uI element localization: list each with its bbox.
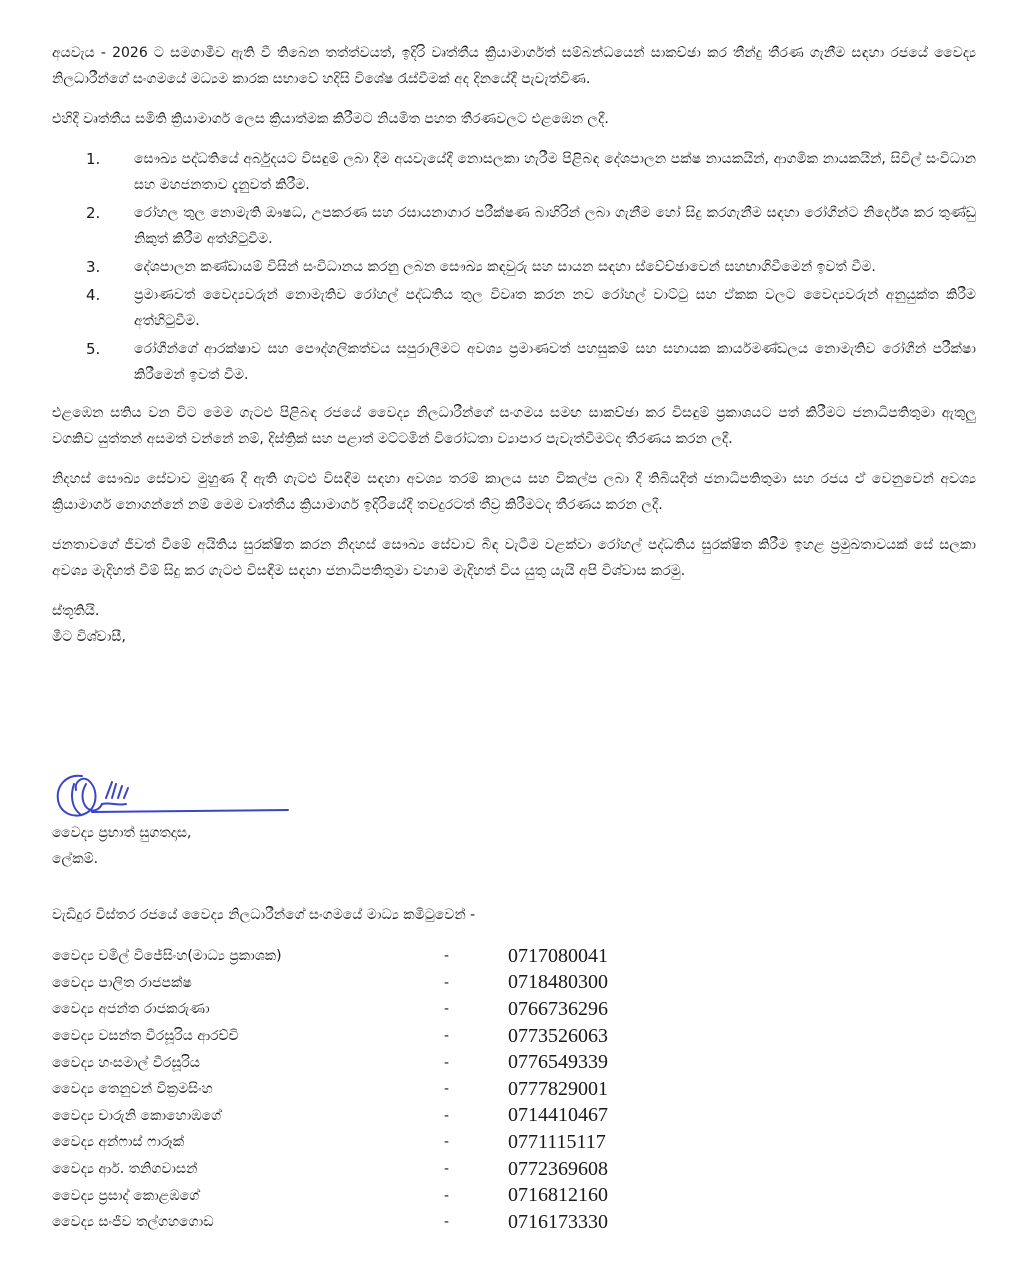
signer-block [52,820,191,872]
list-item [86,146,976,198]
list-item [86,282,976,334]
item-text: සෞඛ්‍ය පද්ධතියේ අර්බුදයට විසඳුම් ලබා දීම අයවැයේදී නොසලකා හැරීම පිළිබඳ දේශපාලන පක්ෂ නායකයින්, ආගමික නායකයින්, සිවිල් සංවිධාන සහ මහජනතාව දැනුවත් කිරීම. [134,151,976,193]
table-row [52,1209,752,1236]
contact-name: වෛද්‍ය වසන්ත වීරසූරිය ආරච්චි [52,1028,239,1045]
decisions-intro: එහිදී වෘත්තීය සමිති ක්‍රියාමාර්ග ලෙස ක්‍රියාත්මක කිරීමට නියමිත පහත තීරණවලට එළඹෙන ලදී. [52,111,609,127]
table-row [52,943,752,970]
contact-phone: 0777829001 [508,1077,608,1100]
signer-title: ලේකම්. [52,851,99,867]
contact-dash: - [444,1161,450,1178]
table-row [52,1076,752,1103]
table-row [52,1023,752,1050]
protest-paragraph: එළඹෙන සතිය වන විට මෙම ගැටළු පිළිබඳ රජයේ වෛද්‍ය නිලධාරීන්ගේ සංගමය සමඟ සාකච්ඡා කර විසඳුම් ප්‍රකාශයට පත් කිරීමට ජනාධිපතිතුමා ඇතුලු වගකිව යුත්තන් අසමත් වන්නේ නම්, දිස්ත්‍රික් සහ පළාත් මට්ටමින් විරෝධතා ව්‍යාපාර පැවැත්වීමටද තීරණය කරන ලදී. [52,405,976,447]
escalation-paragraph: නිදහස් සෞඛ්‍ය සේවාව මුහුණ දී ඇති ගැටළු විසඳීම සඳහා අවශ්‍ය තරම් කාලය සහ විකල්ප ලබා දී තිබියදීත් ජනාධිපතිතුමා සහ රජය ඒ වෙනුවෙන් අවශ්‍ය ක්‍රියාමාර්ග නොගන්නේ නම් මෙම වෘත්තීය ක්‍රියාමාර්ග ඉදිරියේදී තවදුරටත් තීව්‍ර කිරීමටද තීරණය කරන ලදී. [52,471,976,513]
contact-dash: - [444,1107,450,1124]
contacts-title: වැඩිදුර විස්තර රජයේ වෛද්‍ය නිලධාරීන්ගේ සංගමයේ මාධ්‍ය කමිටුවෙන් - [52,907,476,923]
table-row [52,1156,752,1183]
contact-name: වෛද්‍ය ප්‍රසාද් කොළඹගේ [52,1187,200,1204]
closing [52,598,976,650]
table-row [52,1049,752,1076]
thanks-line: ස්තූතියි. [52,603,100,619]
contact-phone: 0717080041 [508,944,608,967]
contact-phone: 0771115117 [508,1130,606,1153]
item-number: 2. [86,204,101,222]
item-text: රෝගීන්ගේ ආරක්ෂාව සහ පෞද්ගලිකත්වය සපුරාලීමට අවශ්‍ය ප්‍රමාණවත් පහසුකම් සහ සහායක කාර්යමණ්ඩලය නොමැතිව රෝගීන් පරීක්ෂා කිරීමෙන් ඉවත් වීම. [134,341,976,383]
contact-phone: 0714410467 [508,1104,608,1127]
contacts-list [52,943,752,1236]
contact-name: වෛද්‍ය චමිල් විජේසිංහ(මාධ්‍ය ප්‍රකාශක) [52,948,282,965]
contact-phone: 0718480300 [508,971,608,994]
intro-paragraph: අයවැය - 2026 ට සමගාමීව ඇති වී තිබෙන තත්ත්වයත්, ඉදිරි වෘත්තීය ක්‍රියාමාර්ගත් සම්බන්ධයෙන් සාකච්ඡා කර තීන්දු තීරණ ගැනීම සඳහා රජයේ වෛද්‍ය නිලධාරීන්ගේ සංගමයේ මධ්‍යම කාරක සභාවේ හදිසි විශේෂ රැස්වීමක් අද දිනයේදී පැවැත්විණ. [52,45,976,87]
item-number: 1. [86,150,101,168]
item-number: 5. [86,340,101,358]
contact-phone: 0716173330 [508,1210,608,1233]
contact-name: වෛද්‍ය ආර්. තනිගවාසන් [52,1161,198,1178]
appeal-paragraph: ජනතාවගේ ජීවත් වීමේ අයිතිය සුරක්ෂිත කරන නිදහස් සෞඛ්‍ය සේවාව බිඳ වැටීම වළක්වා රෝහල් පද්ධතිය සුරක්ෂිත කිරීම ඉහළ ප්‍රමුඛතාවයක් සේ සලකා අවශ්‍ය මැදිහත් වීම් සිදු කර ගැටළු විසඳීම සඳහා ජනාධිපතිතුමා වහාම මැදිහත් විය යුතු යැයි අපි විශ්වාස කරමු. [52,537,976,579]
contact-dash: - [444,1028,450,1045]
contact-name: වෛද්‍ය තෙනුවන් වික්‍රමසිංහ [52,1081,213,1098]
contact-name: වෛද්‍ය අන්ෆාස් ෆාරූක් [52,1134,185,1151]
contact-name: වෛද්‍ය පාලිත රාජපක්ෂ [52,974,192,991]
item-text: ප්‍රමාණවත් වෛද්‍යවරුන් නොමැතිව රෝහල් පද්ධතිය තුල විවෘත කරන නව රෝහල් වාට්ටු සහ ඒකක වලට වෛද්‍යවරුන් අනුයුක්ත කිරීම අත්හිටුවීම. [134,287,976,329]
contact-name: වෛද්‍ය හංසමාල් වීරසූරිය [52,1054,200,1071]
contact-dash: - [444,1081,450,1098]
contact-dash: - [444,948,450,965]
contact-dash: - [444,1054,450,1071]
contact-dash: - [444,974,450,991]
contact-name: වෛද්‍ය සංජීව තල්ගහගොඩ [52,1214,214,1231]
table-row [52,1182,752,1209]
contact-phone: 0716812160 [508,1184,608,1207]
list-item [86,336,976,388]
signature-image [52,768,292,826]
contact-dash: - [444,1187,450,1204]
contact-phone: 0766736296 [508,997,608,1020]
faithfully-line: මීට විශ්වාසී, [52,629,126,645]
contact-phone: 0773526063 [508,1024,608,1047]
table-row [52,970,752,997]
item-number: 3. [86,258,101,276]
list-item [86,200,976,252]
decisions-list [52,146,976,388]
table-row [52,996,752,1023]
letter-page [52,40,976,1233]
contact-name: වෛද්‍ය අජන්ත රාජකරුණා [52,1001,210,1018]
table-row [52,1103,752,1130]
contact-phone: 0772369608 [508,1157,608,1180]
contact-name: වෛද්‍ය චාරුනි කොහොඹගේ [52,1107,222,1124]
list-item [86,254,976,280]
signer-name: වෛද්‍ය ප්‍රභාත් සුගතදාස, [52,825,192,841]
contact-dash: - [444,1214,450,1231]
item-text: රෝහල තුල නොමැති ඖෂධ, උපකරණ සහ රසායනාගාර පරීක්ෂණ බාහිරින් ලබා ගැනීම හෝ සිදු කරගැනීම සඳහා රෝගීන්ට නිර්දේශ කර තුණ්ඩු නිකුත් කිරීම අත්හිටුවීම. [134,205,976,247]
item-text: දේශපාලන කණ්ඩායම් විසින් සංවිධානය කරනු ලබන සෞඛ්‍ය කඳවුරු සහ සායන සඳහා ස්වේච්ඡාවෙන් සහභාගිවීමෙන් ඉවත් වීම. [134,259,876,275]
contact-dash: - [444,1001,450,1018]
item-number: 4. [86,286,101,304]
contact-phone: 0776549339 [508,1051,608,1074]
contact-dash: - [444,1134,450,1151]
table-row [52,1129,752,1156]
